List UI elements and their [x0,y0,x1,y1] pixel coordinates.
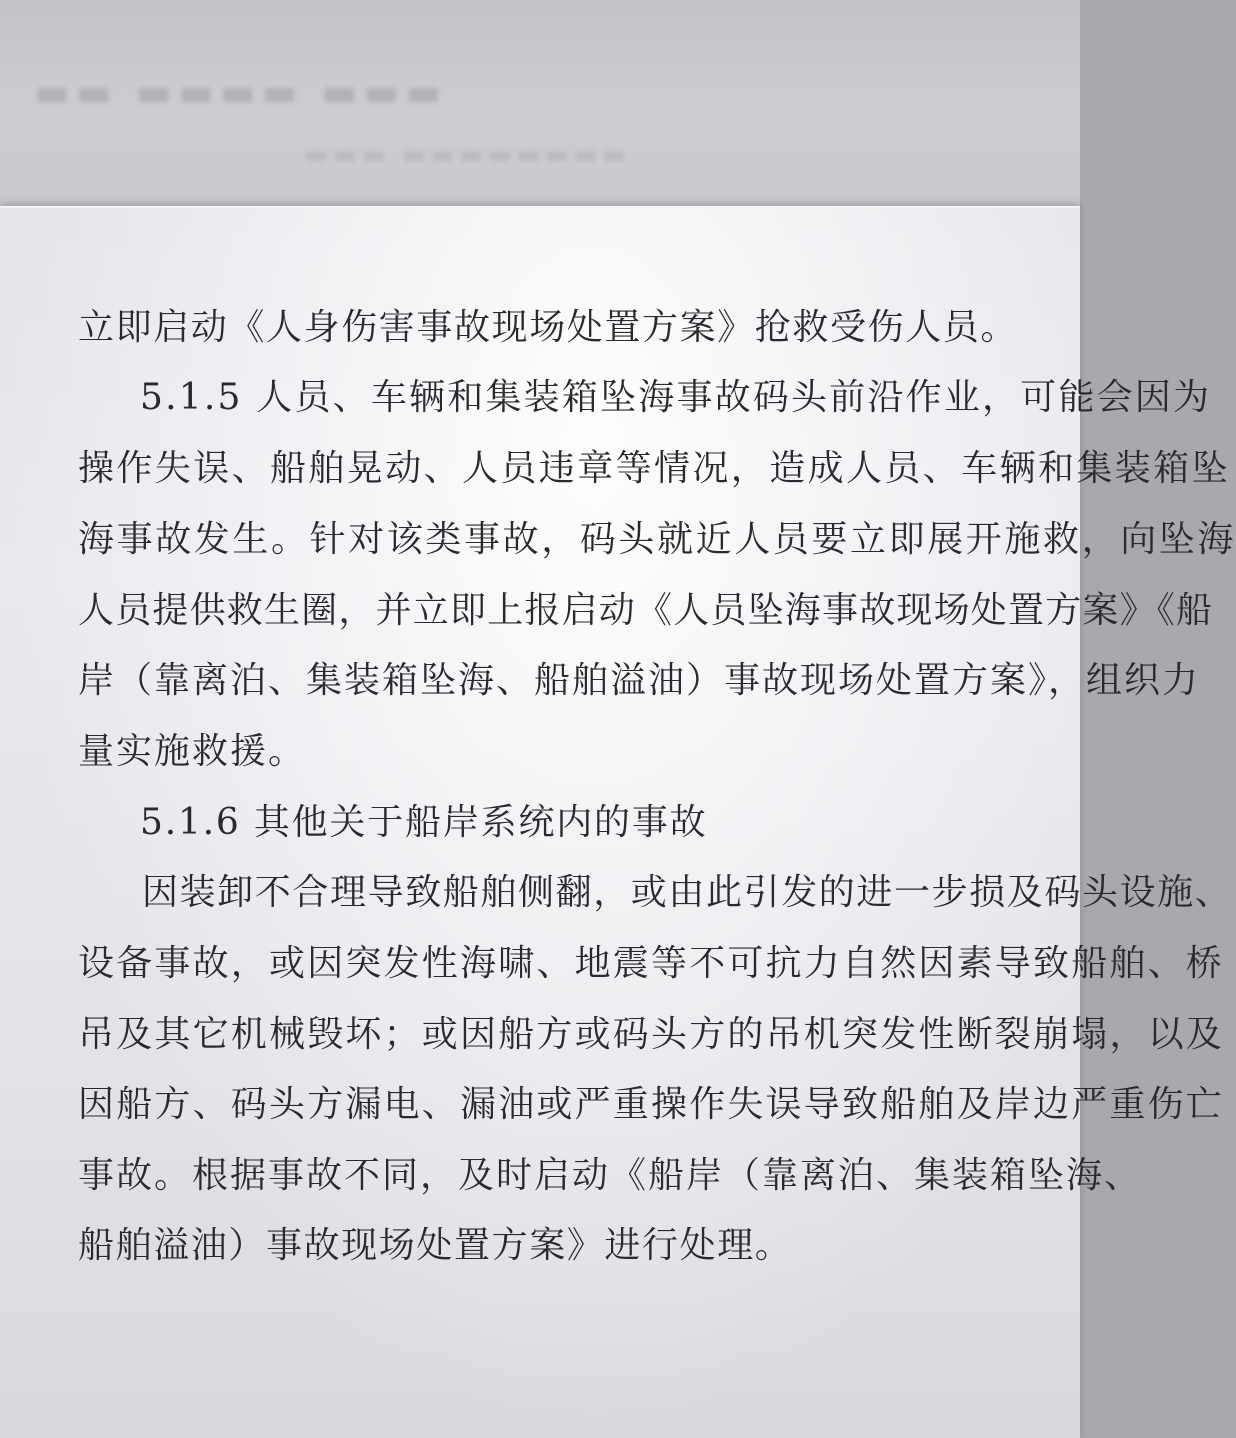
text-line: 因装卸不合理导致船舶侧翻，或由此引发的进一步损及码头设施、 [142,872,1233,913]
section-heading-5-1-6: 5.1.6 其他关于船岸系统内的事故 [140,802,708,843]
page-edge [0,206,1080,208]
text-line: 吊及其它机械毁坏；或因船方或码头方的吊机突发性断裂崩塌，以及 [78,1014,1225,1055]
text-line: 量实施救援。 [78,731,307,772]
text-line: 海事故发生。针对该类事故，码头就近人员要立即展开施救，向坠海 [78,519,1236,560]
text-line: 因船方、码头方漏电、漏油或严重操作失误导致船舶及岸边严重伤亡 [78,1084,1225,1125]
document-page [0,206,1236,1438]
text-line: 事故。根据事故不同，及时启动《船岸（靠离泊、集装箱坠海、 [78,1155,1143,1196]
text-line: 人员提供救生圈，并立即上报启动《人员坠海事故现场处置方案》《船 [78,590,1214,631]
bleed-through-text: ▬▬▬ ▬▬▬▬ ▬▬ [28,70,442,114]
text-line: 设备事故，或因突发性海啸、地震等不可抗力自然因素导致船舶、桥 [78,943,1225,984]
previous-page [0,0,1080,206]
text-line: 船舶溢油）事故现场处置方案》进行处理。 [78,1225,793,1266]
text-line: 岸（靠离泊、集装箱坠海、船舶溢油）事故现场处置方案》，组织力 [78,660,1201,701]
text-line: 立即启动《人身伤害事故现场处置方案》抢救受伤人员。 [78,307,1019,348]
section-heading-5-1-5: 5.1.5 人员、车辆和集装箱坠海事故码头前沿作业，可能会因为 [140,377,1212,418]
bleed-through-text: ▬▬▬▬▬▬▬▬ ▬▬▬ [300,140,627,170]
text-line: 操作失误、船舶晃动、人员违章等情况，造成人员、车辆和集装箱坠 [78,448,1231,489]
